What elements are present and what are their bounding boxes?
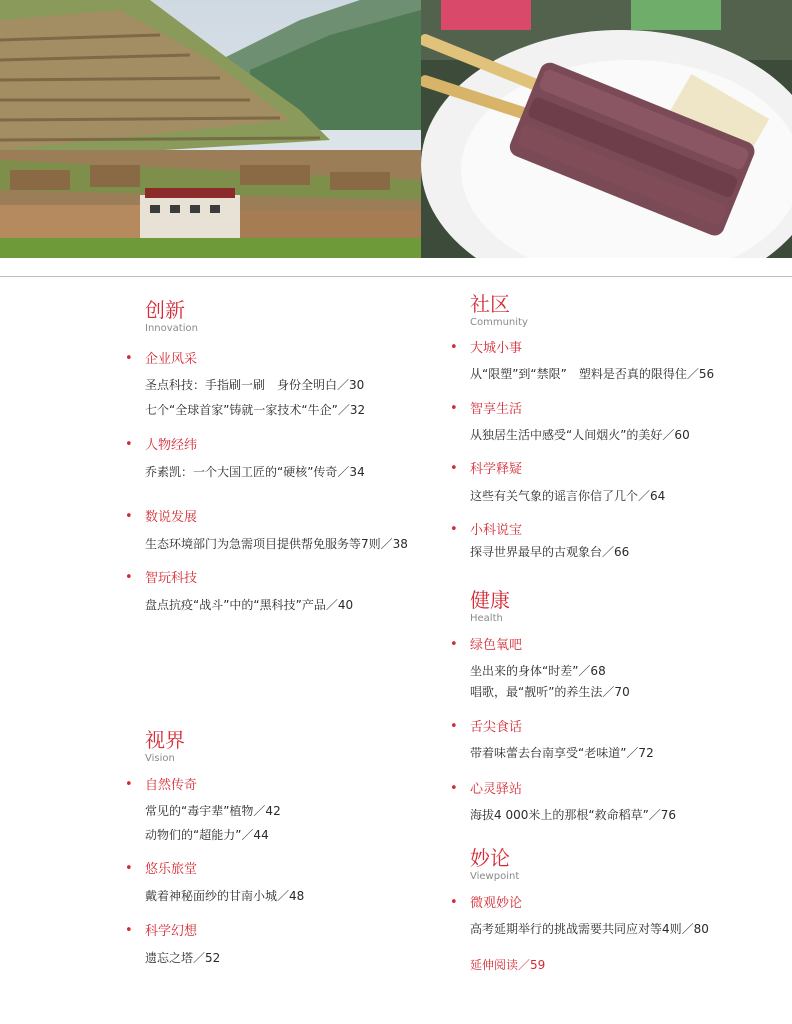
category-youle[interactable] — [125, 861, 198, 878]
toc-entry[interactable]: 动物们的“超能力”／44 — [145, 828, 269, 842]
toc-entry[interactable]: 这些有关气象的谣言你信了几个／64 — [470, 489, 666, 503]
category-label: 科学幻想 — [145, 924, 198, 939]
toc-entry[interactable]: 海拔4 000米上的那根“救命稻草”／76 — [470, 808, 677, 822]
category-shushuo[interactable] — [125, 509, 198, 526]
section-subtitle: Vision — [145, 753, 175, 764]
category-xinling[interactable] — [450, 781, 523, 798]
section-subtitle: Community — [470, 317, 528, 328]
toc-entry[interactable]: 从“限塑”到“禁限” 塑料是否真的限得住／56 — [470, 367, 715, 381]
toc-entry[interactable]: 坐出来的身体“时差”／68 — [470, 664, 606, 678]
category-label: 科学释疑 — [470, 462, 523, 477]
category-renwu[interactable] — [125, 437, 198, 454]
bullet-icon: • — [450, 895, 458, 910]
section-subtitle: Viewpoint — [470, 871, 520, 882]
section-subtitle: Innovation — [145, 323, 198, 334]
toc-entry[interactable]: 圣点科技：手指刷一刷 身份全明白／30 — [145, 378, 365, 392]
category-label: 企业风采 — [145, 352, 198, 367]
category-label: 大城小事 — [470, 341, 523, 356]
section-innovation — [145, 298, 198, 335]
category-lvse[interactable] — [450, 637, 523, 654]
category-dacheng[interactable] — [450, 340, 523, 357]
bullet-icon: • — [125, 437, 133, 452]
bullet-icon: • — [125, 777, 133, 792]
bullet-icon: • — [450, 522, 458, 537]
section-health — [470, 588, 510, 625]
category-label: 微观妙论 — [470, 896, 523, 911]
category-label: 小科说宝 — [470, 523, 523, 538]
category-xiaoke[interactable] — [450, 522, 523, 539]
toc-entry[interactable]: 七个“全球首家”铸就一家技术“牛企”／32 — [145, 403, 366, 417]
toc-entry[interactable]: 唱歌，最“靓听”的养生法／70 — [470, 685, 630, 699]
category-label: 智享生活 — [470, 402, 523, 417]
section-subtitle: Health — [470, 613, 503, 624]
category-label: 自然传奇 — [145, 778, 198, 793]
bullet-icon: • — [450, 781, 458, 796]
toc-entry[interactable]: 生态环境部门为急需项目提供帮免服务等7则／38 — [145, 537, 408, 551]
category-label: 人物经纬 — [145, 438, 198, 453]
category-label: 心灵驿站 — [470, 782, 523, 797]
category-kexue-huanxiang[interactable] — [125, 923, 198, 940]
section-viewpoint — [470, 846, 519, 883]
bullet-icon: • — [450, 719, 458, 734]
category-zhixiang[interactable] — [450, 401, 523, 418]
section-community — [470, 292, 528, 329]
section-title: 健康 — [470, 588, 510, 612]
category-label: 悠乐旅堂 — [145, 862, 198, 877]
toc-entry[interactable]: 带着味蕾去台南享受“老味道”／72 — [470, 746, 654, 760]
category-shiyi[interactable] — [450, 461, 523, 478]
bullet-icon: • — [125, 923, 133, 938]
bullet-icon: • — [450, 401, 458, 416]
section-title: 视界 — [145, 728, 185, 752]
toc-entry[interactable]: 常见的“毒宇辈”植物／42 — [145, 804, 281, 818]
section-vision — [145, 728, 185, 765]
category-label: 绿色氧吧 — [470, 638, 523, 653]
category-qiye[interactable] — [125, 351, 198, 368]
category-shejian[interactable] — [450, 719, 523, 736]
category-weiguan[interactable] — [450, 895, 523, 912]
toc-entry[interactable]: 盘点抗疫“战斗”中的“黑科技”产品／40 — [145, 598, 354, 612]
bullet-icon: • — [450, 340, 458, 355]
bullet-icon: • — [450, 637, 458, 652]
section-title: 社区 — [470, 292, 510, 316]
bullet-icon: • — [450, 461, 458, 476]
toc-entry[interactable]: 遗忘之塔／52 — [145, 951, 221, 965]
category-label: 数说发展 — [145, 510, 198, 525]
section-title: 妙论 — [470, 846, 510, 870]
popsicle-photo — [421, 0, 792, 258]
header-divider — [0, 276, 792, 277]
category-label: 智玩科技 — [145, 571, 198, 586]
extended-reading-link[interactable]: 延伸阅读／59 — [470, 958, 546, 972]
bullet-icon: • — [125, 861, 133, 876]
bullet-icon: • — [125, 509, 133, 524]
category-label: 舌尖食话 — [470, 720, 523, 735]
toc-entry[interactable]: 乔素凯：一个大国工匠的“硬核”传奇／34 — [145, 465, 365, 479]
village-hillside-photo — [0, 0, 421, 258]
category-ziran[interactable] — [125, 777, 198, 794]
toc-entry[interactable]: 探寻世界最早的古观象台／66 — [470, 545, 630, 559]
toc-entry[interactable]: 从独居生活中感受“人间烟火”的美好／60 — [470, 428, 690, 442]
section-title: 创新 — [145, 298, 185, 322]
bullet-icon: • — [125, 351, 133, 366]
toc-entry[interactable]: 戴着神秘面纱的甘南小城／48 — [145, 889, 305, 903]
toc-entry[interactable]: 高考延期举行的挑战需要共同应对等4则／80 — [470, 922, 709, 936]
category-zhiwan[interactable] — [125, 570, 198, 587]
bullet-icon: • — [125, 570, 133, 585]
